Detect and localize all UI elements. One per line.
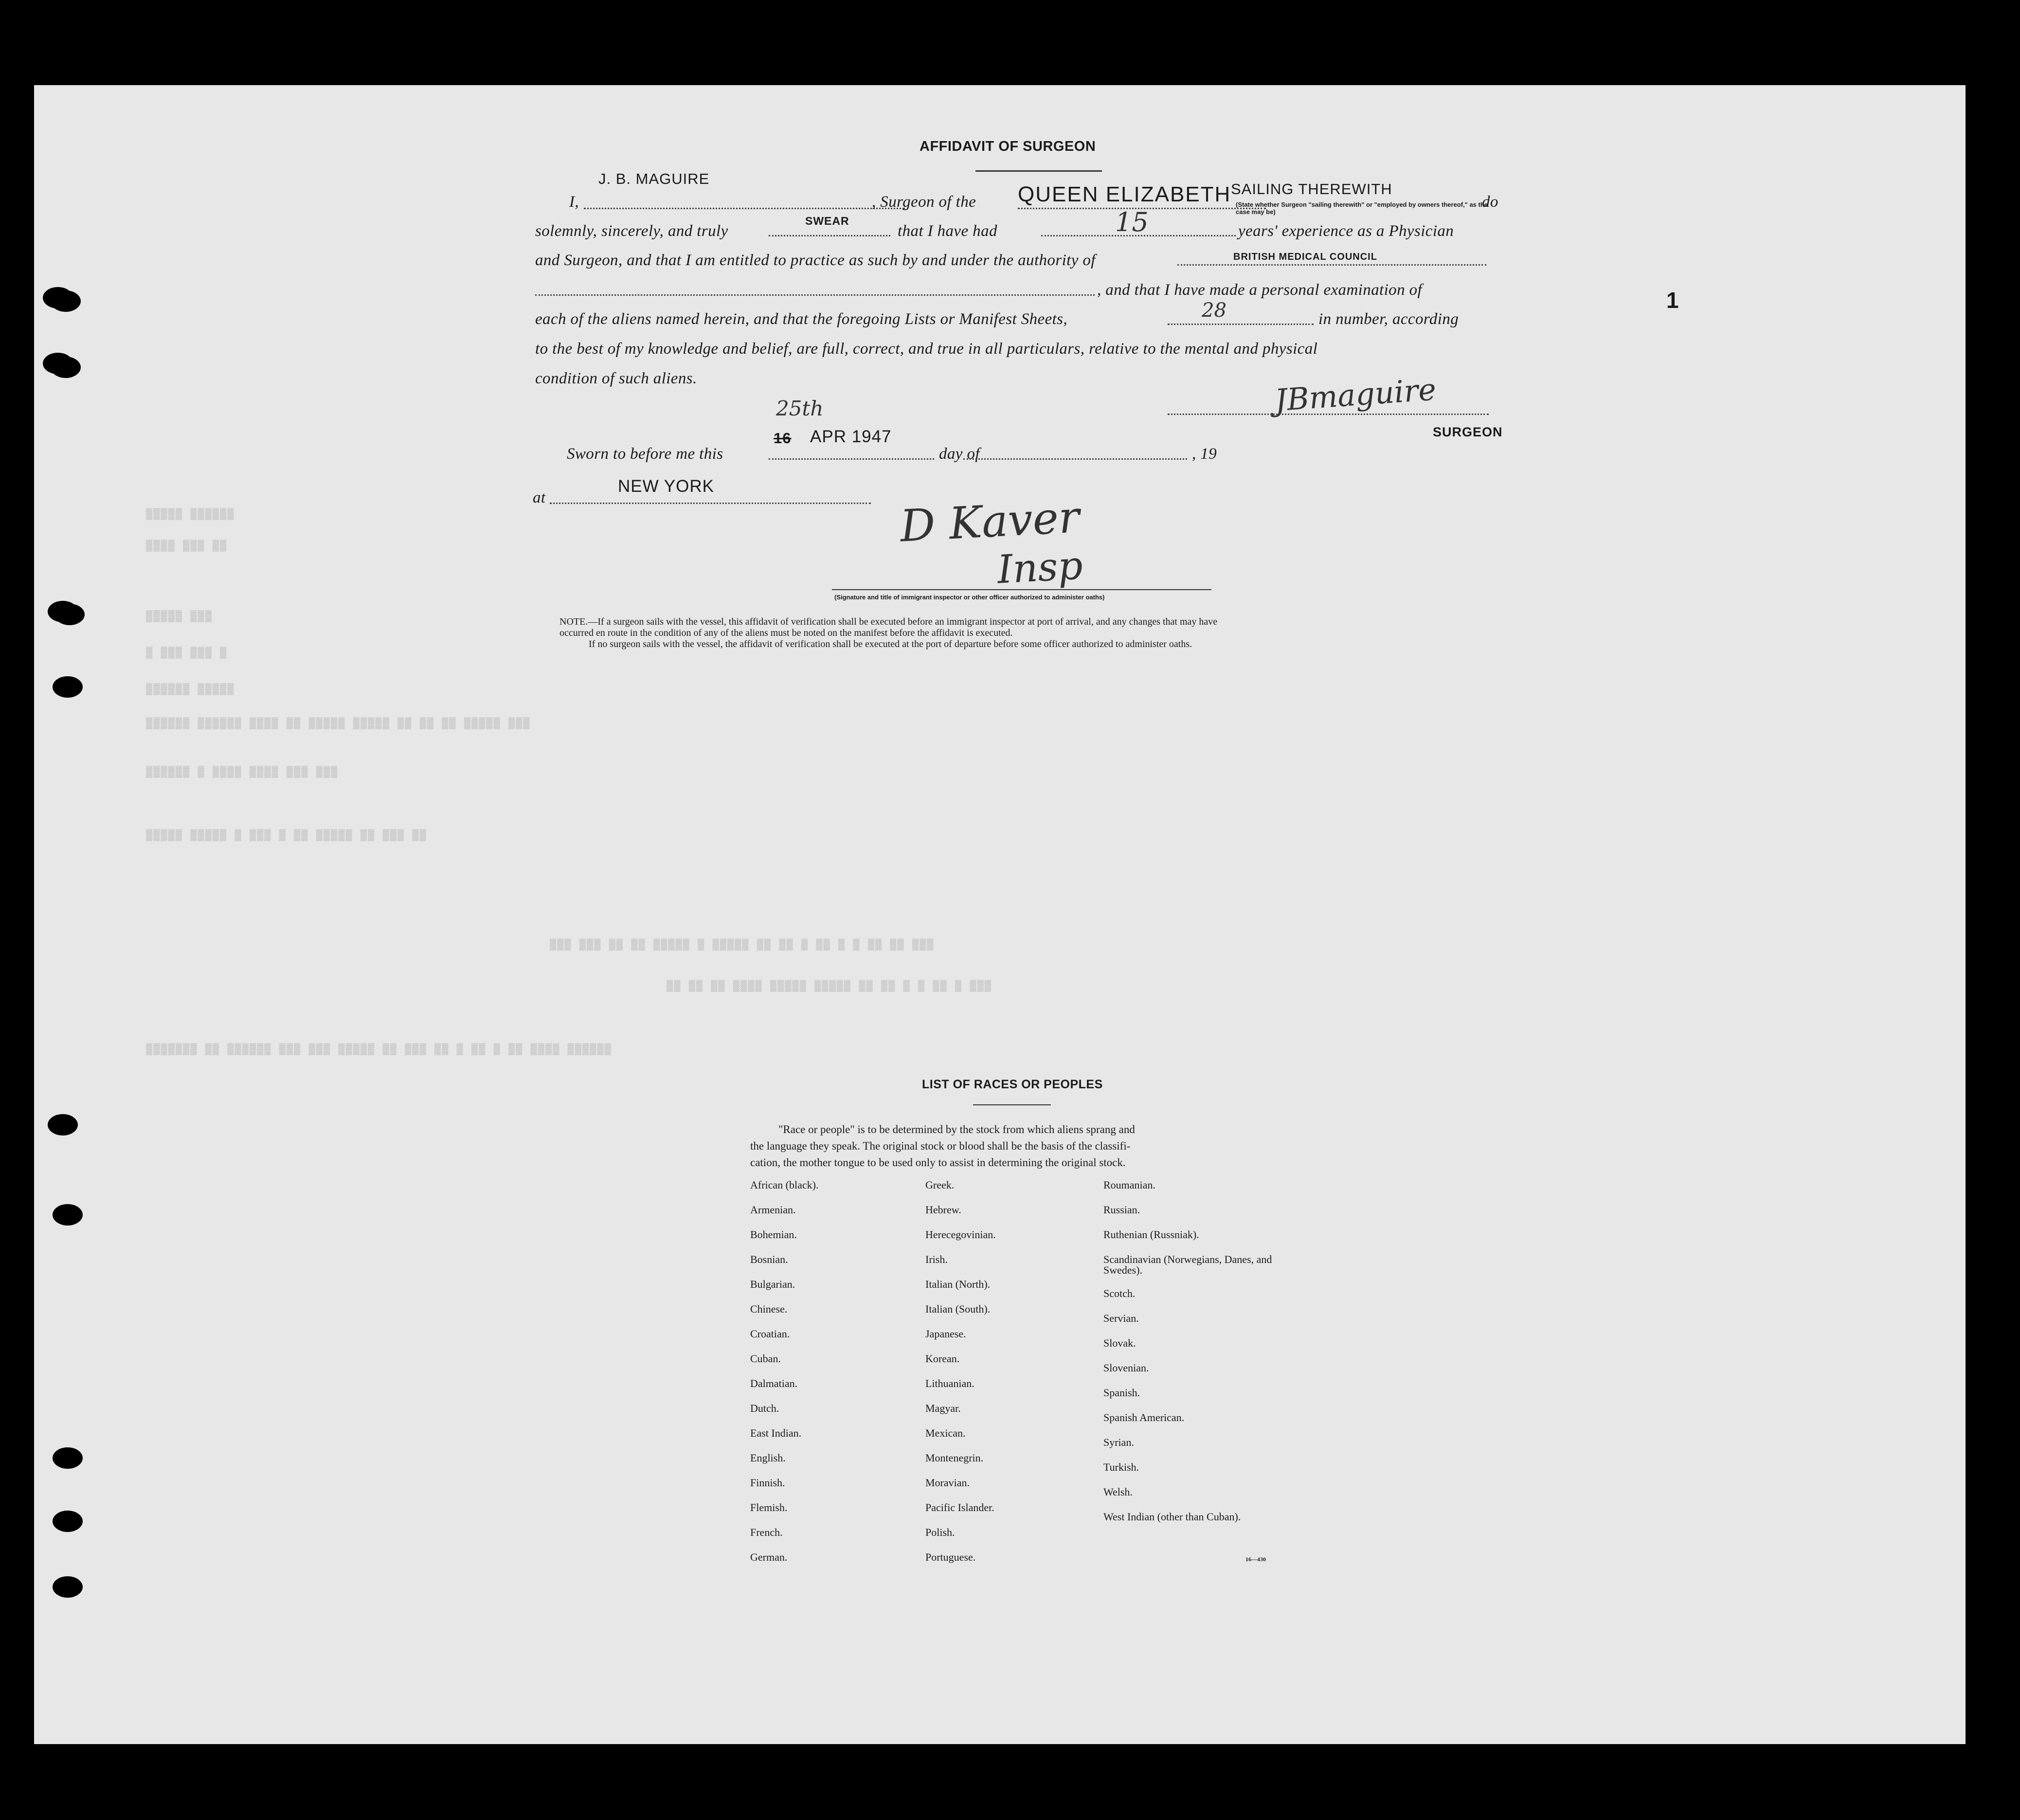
race-item: Chinese. [750, 1303, 788, 1315]
inspector-caption: (Signature and title of immigrant inspector or other officer authorized to administer oaths) [834, 594, 1105, 601]
bleed-through-text: ▒▒▒▒▒▒ ▒▒▒▒▒ [146, 684, 235, 696]
races-column-1 [750, 1180, 818, 1577]
bleed-through-text: ▒▒▒▒▒ ▒▒▒▒▒▒ [146, 508, 235, 521]
title-underline [975, 170, 1102, 172]
race-item: Welsh. [1103, 1486, 1133, 1498]
sailing-status: SAILING THEREWITH [1231, 180, 1392, 198]
sworn-year: , 19 [1192, 445, 1217, 463]
sworn-date-stamp: APR 1947 [810, 427, 892, 446]
sworn-day-struck: 16 [774, 430, 792, 447]
race-item: Korean. [925, 1352, 960, 1365]
race-item: German. [750, 1551, 788, 1563]
races-title: LIST OF RACES OR PEOPLES [922, 1078, 1103, 1091]
race-item: Croatian. [750, 1328, 790, 1340]
surgeon-signature: JBmaguire [1273, 371, 1438, 418]
race-item: Slovak. [1103, 1337, 1136, 1349]
race-item: West Indian (other than Cuban). [1103, 1511, 1241, 1523]
bleed-through-text: ▒▒▒▒▒▒ ▒▒▒▒▒▒ ▒▒▒▒ ▒▒ ▒▒▒▒▒ ▒▒▒▒▒ ▒▒ ▒▒ ▒▒ ▒▒▒▒▒ ▒▒▒ [146, 718, 531, 730]
line7-condition: condition of such aliens. [535, 370, 697, 387]
bleed-through-text: ▒▒▒▒ ▒▒▒ ▒▒ [146, 540, 228, 552]
race-item: Spanish. [1103, 1387, 1140, 1399]
binder-hole [53, 1204, 83, 1225]
race-item: Magyar. [925, 1402, 961, 1414]
line2-years: years' experience as a Physician [1238, 222, 1454, 240]
line5-manifest: each of the aliens named herein, and that the foregoing Lists or Manifest Sheets, [535, 310, 1068, 328]
race-item: Ruthenian (Russniak). [1103, 1228, 1199, 1241]
binder-hole [53, 676, 83, 698]
binder-hole [51, 357, 81, 378]
bleed-through-text: ▒▒▒▒▒ ▒▒▒▒▒ ▒ ▒▒▒ ▒ ▒▒ ▒▒▒▒▒ ▒▒ ▒▒▒ ▒▒ [146, 829, 427, 842]
sworn-day-handwritten: 25th [776, 396, 824, 420]
sworn-month-blank [963, 458, 1187, 460]
races-title-underline [973, 1104, 1051, 1105]
race-item: Polish. [925, 1526, 955, 1538]
oath-word: SWEAR [805, 215, 849, 227]
race-item: Roumanian. [1103, 1179, 1155, 1191]
sheets-blank [1168, 324, 1314, 325]
years-experience: 15 [1115, 207, 1149, 237]
line5-number: in number, according [1318, 310, 1459, 328]
race-item: Cuban. [750, 1352, 781, 1365]
binder-hole [54, 604, 85, 625]
race-item: Servian. [1103, 1312, 1139, 1324]
races-intro-1: "Race or people" is to be determined by the stock from which aliens sprang and [778, 1123, 1135, 1135]
bleed-through-text: ▒▒▒▒▒▒▒ ▒▒ ▒▒▒▒▒▒ ▒▒▒ ▒▒▒ ▒▒▒▒▒ ▒▒ ▒▒▒ ▒▒ ▒ ▒▒ ▒ ▒▒ ▒▒▒▒ ▒▒▒▒▒▒ [146, 1044, 612, 1056]
bleed-through-text: ▒▒▒▒▒▒ ▒ ▒▒▒▒ ▒▒▒▒ ▒▒▒ ▒▒▒ [146, 766, 339, 778]
race-item: Bulgarian. [750, 1278, 795, 1290]
surgeon-name: J. B. MAGUIRE [598, 170, 710, 187]
race-item: Lithuanian. [925, 1377, 974, 1389]
sailing-hint: (State whether Surgeon "sailing therewith" or "employed by owners thereof," as the case may be) [1236, 201, 1488, 216]
bleed-through-text: ▒▒ ▒▒ ▒▒ ▒▒▒▒ ▒▒▒▒▒ ▒▒▒▒▒ ▒▒ ▒▒ ▒ ▒ ▒▒ ▒ ▒▒▒ [667, 980, 992, 992]
race-item: Russian. [1103, 1204, 1140, 1216]
line6-belief: to the best of my knowledge and belief, are full, correct, and true in all particulars, relative to the mental and physical [535, 340, 1318, 358]
race-item: Dutch. [750, 1402, 779, 1414]
race-item: Syrian. [1103, 1436, 1134, 1448]
binder-hole [53, 1447, 83, 1469]
note-line-1: NOTE.—If a surgeon sails with the vessel, this affidavit of verification shall be executed before an immigrant inspector at port of arrival, and any changes that may have [559, 616, 1218, 627]
form-number: 16—430 [1245, 1556, 1266, 1563]
race-item: Armenian. [750, 1204, 796, 1216]
bleed-through-text: ▒▒▒▒▒ ▒▒▒ [146, 611, 213, 623]
line1-i: I, [569, 193, 579, 211]
note-line-2: occurred en route in the condition of any of the aliens must be noted on the manifest before the affidavit is executed. [559, 628, 1013, 638]
binder-hole [53, 1576, 83, 1598]
name-blank [584, 208, 905, 209]
race-item: Pacific Islander. [925, 1501, 994, 1514]
races-intro-2: the language they speak. The original stock or blood shall be the basis of the classifi- [750, 1140, 1131, 1152]
place-name: NEW YORK [618, 477, 714, 496]
race-item: East Indian. [750, 1427, 802, 1439]
signature-line [1168, 414, 1489, 415]
inspector-signature-line [832, 589, 1211, 590]
race-item: Mexican. [925, 1427, 966, 1439]
race-item: Italian (North). [925, 1278, 991, 1290]
line1-do: do [1482, 193, 1498, 211]
race-item: Spanish American. [1103, 1411, 1185, 1424]
sworn-day-blank [769, 458, 934, 460]
races-column-2 [925, 1180, 996, 1577]
binder-hole [51, 290, 81, 312]
race-item: Finnish. [750, 1477, 785, 1489]
race-item: Slovenian. [1103, 1362, 1149, 1374]
years-blank [1041, 235, 1236, 236]
race-item: Italian (South). [925, 1303, 991, 1315]
line2-solemnly: solemnly, sincerely, and truly [535, 222, 728, 240]
document-page [34, 85, 1966, 1744]
authority-name: BRITISH MEDICAL COUNCIL [1233, 252, 1377, 262]
race-item: Herecegovinian. [925, 1228, 996, 1241]
sworn-day-of: day of [939, 445, 980, 463]
authority-blank [1177, 264, 1486, 266]
bleed-through-text: ▒▒▒ ▒▒▒ ▒▒ ▒▒ ▒▒▒▒▒ ▒ ▒▒▒▒▒ ▒▒ ▒▒ ▒ ▒▒ ▒ ▒ ▒▒ ▒▒ ▒▒▒ [550, 939, 935, 951]
race-item: African (black). [750, 1179, 819, 1191]
line2-had: that I have had [898, 222, 997, 240]
line4-examination: , and that I have made a personal examination of [1097, 281, 1423, 299]
race-item: Greek. [925, 1179, 955, 1191]
race-item: Scotch. [1103, 1287, 1136, 1299]
race-item: Hebrew. [925, 1204, 961, 1216]
race-item: Japanese. [925, 1328, 966, 1340]
race-item: Moravian. [925, 1477, 970, 1489]
place-blank [550, 503, 871, 504]
surgeon-role: SURGEON [1433, 425, 1503, 439]
line3-authority: and Surgeon, and that I am entitled to practice as such by and under the authority of [535, 252, 1096, 269]
race-item: Montenegrin. [925, 1452, 984, 1464]
note-line-3: If no surgeon sails with the vessel, the affidavit of verification shall be executed at the port of departure before some officer authorized to administer oaths. [589, 639, 1192, 649]
line1-surgeon-of: , Surgeon of the [872, 193, 976, 211]
inspector-signature: D Kaver [899, 491, 1081, 552]
authority-blank-2 [535, 294, 1095, 296]
race-item: English. [750, 1452, 786, 1464]
binder-hole [53, 1511, 83, 1532]
race-item: Turkish. [1103, 1461, 1139, 1473]
affidavit-title: AFFIDAVIT OF SURGEON [920, 139, 1096, 154]
race-item: Scandinavian (Norwegians, Danes, and Swedes). [1103, 1253, 1272, 1276]
race-item: Irish. [925, 1253, 948, 1265]
race-item: French. [750, 1526, 783, 1538]
race-item: Bohemian. [750, 1228, 797, 1241]
sworn-text: Sworn to before me this [567, 445, 723, 463]
oath-blank [769, 235, 890, 236]
race-item: Dalmatian. [750, 1377, 798, 1389]
races-column-3 [1103, 1180, 1279, 1546]
race-item: Flemish. [750, 1501, 788, 1514]
page-number: 1 [1666, 288, 1679, 313]
sheets-count: 28 [1202, 299, 1226, 322]
races-intro-3: cation, the mother tongue to be used only to assist in determining the original stock. [750, 1156, 1126, 1169]
race-item: Bosnian. [750, 1253, 788, 1265]
ship-name: QUEEN ELIZABETH [1018, 182, 1231, 206]
race-item: Portuguese. [925, 1551, 976, 1563]
inspector-initials: Insp [996, 542, 1084, 593]
binder-hole [48, 1114, 78, 1135]
at-label: at [533, 489, 546, 506]
bleed-through-text: ▒ ▒▒▒ ▒▒▒ ▒ [146, 647, 228, 659]
